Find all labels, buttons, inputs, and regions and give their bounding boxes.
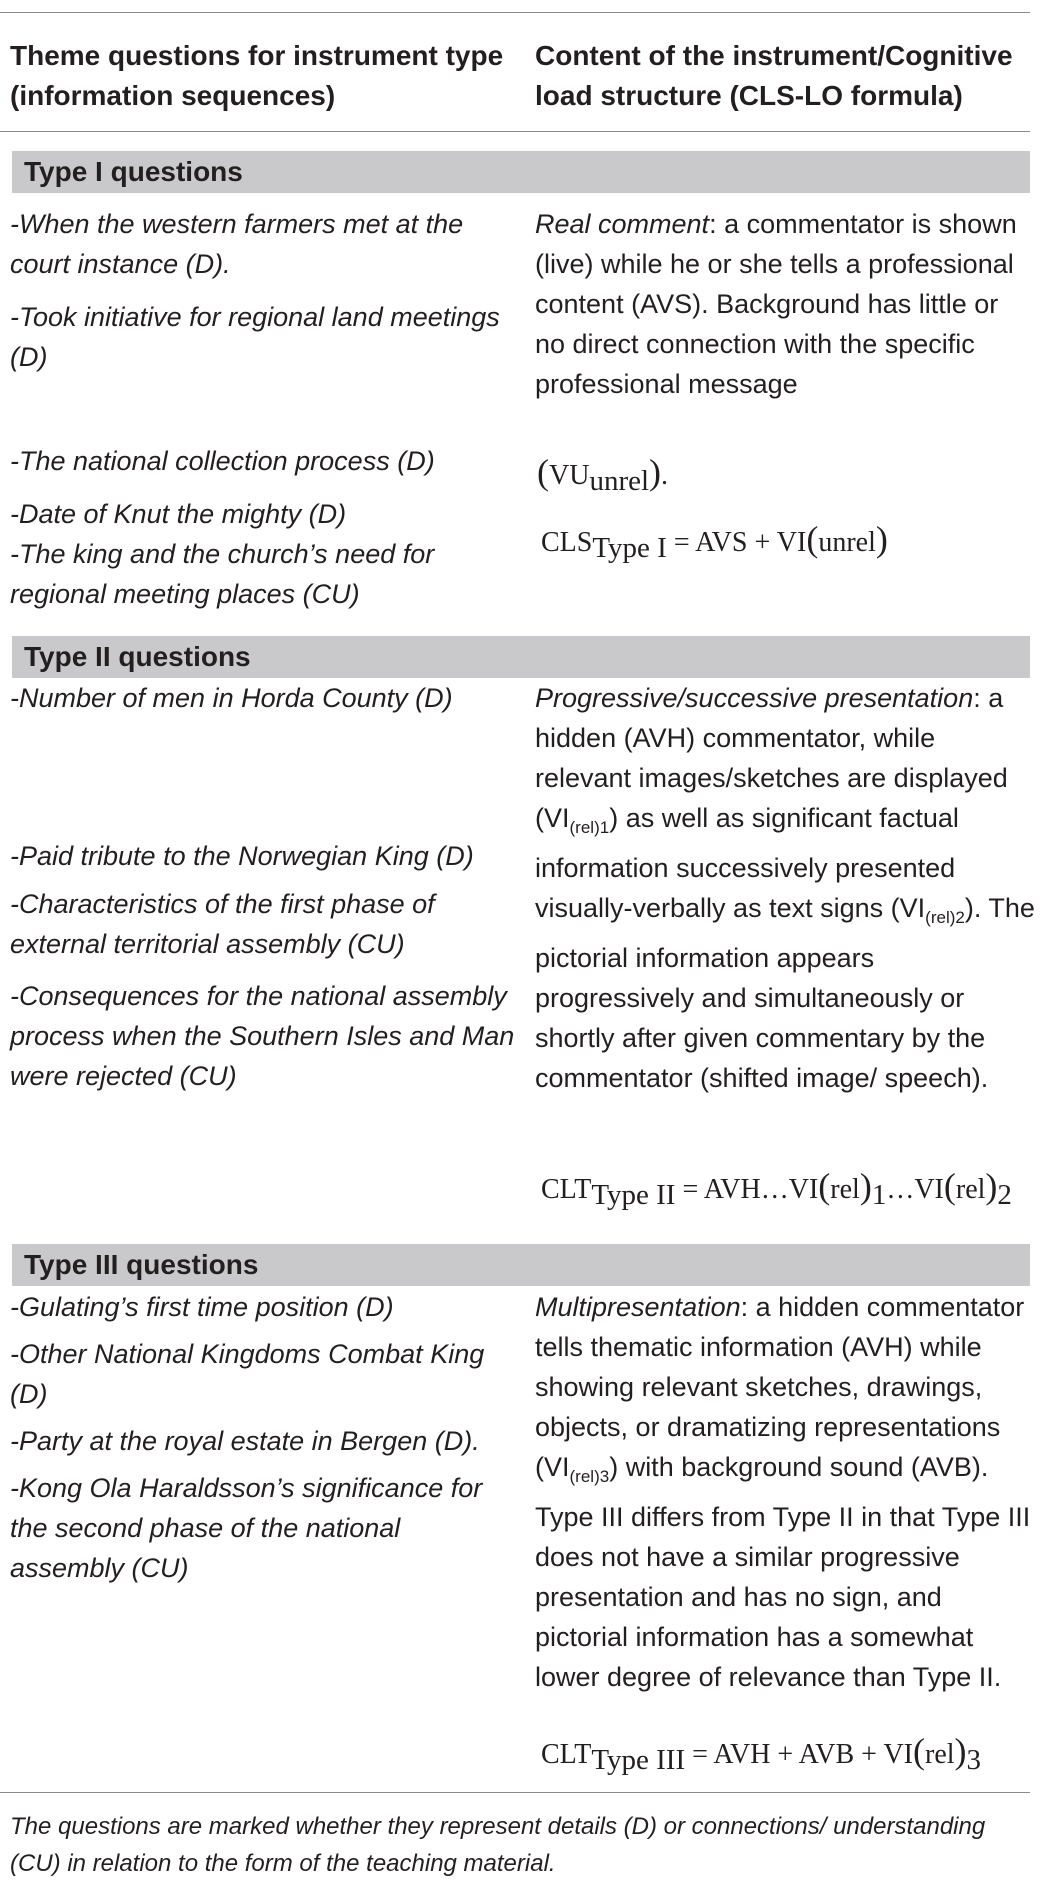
question-item: -Party at the royal estate in Bergen (D). — [10, 1426, 480, 1456]
section-title-type-2: Type II questions — [12, 636, 1030, 678]
section-title-type-1: Type I questions — [12, 151, 1030, 193]
question-item: -Gulating’s first time position (D) — [10, 1292, 394, 1322]
formula-type-2: $CLT_{Type II}$ = $AVH\dots VI(rel)_1\dots VI(rel)_2$ — [541, 1166, 1012, 1211]
content-description-type-3: Multipresentation: a hidden commentator tells thematic information (AVH) while showing relevant sketches, drawings, objects, or dramatizing representations $(VI_{(rel)3})$ with background sound (AVB). Type III differs from Type II in that Type III does not have a similar progressive presentation and has no sign, and pictorial information has a somewhat lower degree of relevance than Type II. — [535, 1292, 1031, 1692]
table-footnote: The questions are marked whether they represent details (D) or connections/ understanding (CU) in relation to the form of the teaching material. — [10, 1813, 986, 1877]
header-rule — [0, 131, 1030, 132]
question-item: -Other National Kingdoms Combat King (D) — [10, 1339, 485, 1409]
question-item: -Consequences for the national assembly process when the Southern Isles and Man were rejected (CU) — [10, 981, 515, 1091]
question-item: -Characteristics of the first phase of external territorial assembly (CU) — [10, 889, 435, 959]
content-description-type-1: Real comment: a commentator is shown (live) while he or she tells a professional content (AVS). Background has little or no direct connection with the specific professional message — [535, 209, 1017, 399]
top-rule — [0, 12, 1030, 13]
question-item: -The national collection process (D) — [10, 446, 435, 476]
question-item: -Paid tribute to the Norwegian King (D) — [10, 841, 474, 871]
content-description-type-2: Progressive/successive presentation: a hidden (AVH) commentator, while relevant images/sketches are displayed $(VI_{(rel)1})$ as well as significant factual information successively presented visually-verbally as text signs $(VI_{(rel)2})$. The pictorial information appears progressively and simultaneously or shortly after given commentary by the commentator (shifted image/ speech). — [535, 683, 1035, 1093]
question-item: -When the western farmers met at the court instance (D). — [10, 209, 464, 279]
section-title-type-3: Type III questions — [12, 1244, 1030, 1286]
question-item: -Took initiative for regional land meetings (D) — [10, 302, 500, 372]
column-header-content: Content of the instrument/Cognitive load structure (CLS-LO formula) — [535, 40, 1013, 111]
question-item: -Date of Knut the mighty (D) — [10, 499, 347, 529]
content-label: Multipresentation — [535, 1292, 741, 1322]
content-label: Real comment — [535, 209, 710, 239]
question-item: -The king and the church’s need for regional meeting places (CU) — [10, 539, 435, 609]
formula-type-1: $CLS_{Type I}$ = AVS + VI(unrel) — [541, 519, 888, 564]
content-label: Progressive/successive presentation — [535, 683, 974, 713]
question-item: -Number of men in Horda County (D) — [10, 683, 453, 713]
question-item: -Kong Ola Haraldsson’s significance for the second phase of the national assembly (CU) — [10, 1473, 483, 1583]
bottom-rule — [0, 1792, 1030, 1793]
inline-formula-vu: $(VU_{unrel})$. — [537, 452, 669, 497]
column-header-questions: Theme questions for instrument type (information sequences) — [10, 40, 504, 111]
formula-type-3: $CLT_{Type III}$ = AVH + AVB + $VI(rel)_3$ — [541, 1731, 982, 1776]
